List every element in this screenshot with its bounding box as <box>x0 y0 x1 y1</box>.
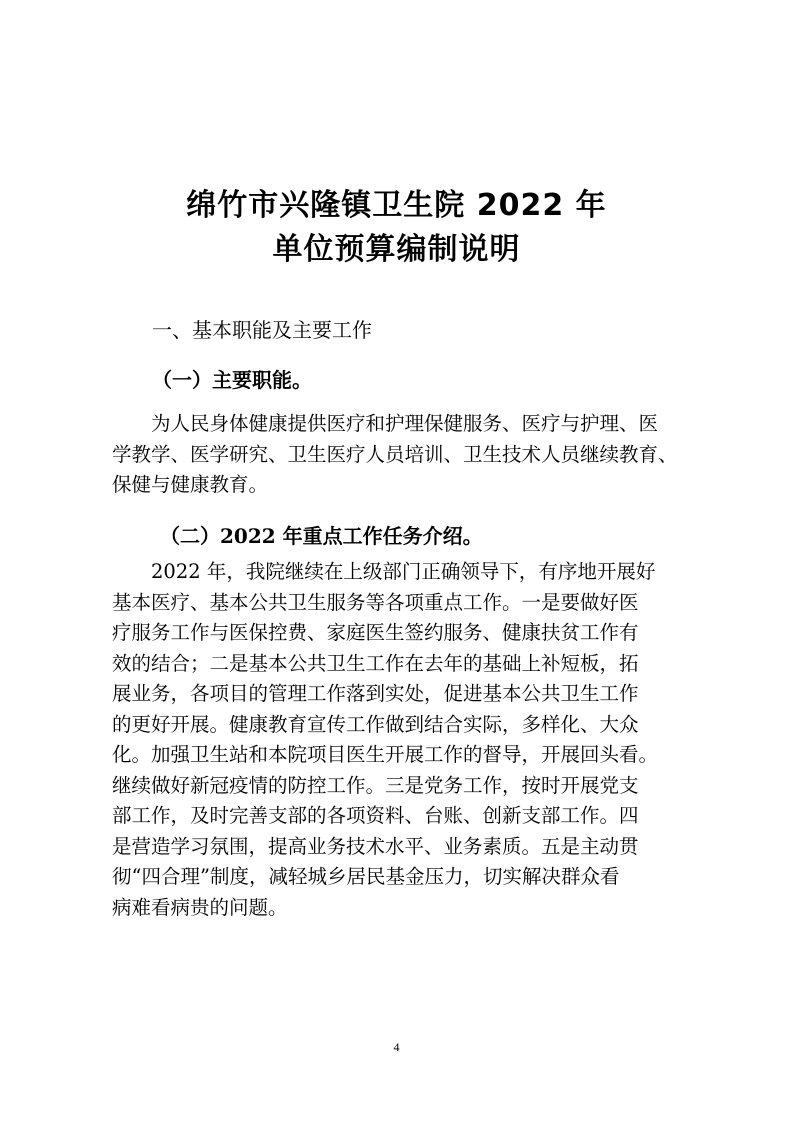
page-number: 4 <box>393 1040 400 1054</box>
paragraph-line: 是营造学习氛围，提高业务技术水平、业务素质。五是主动贯 <box>112 834 639 858</box>
section-heading-basic-functions: 一、基本职能及主要工作 <box>152 318 372 342</box>
paragraph-main-functions <box>112 409 694 501</box>
paragraph-line: 学教学、医学研究、卫生医疗人员培训、卫生技术人员继续教育、 <box>112 442 678 466</box>
paragraph-key-tasks <box>112 557 704 923</box>
subsection-heading-key-tasks: （二）2022 年重点工作任务介绍。 <box>160 524 483 548</box>
subsection-heading-main-functions: （一）主要职能。 <box>152 368 312 392</box>
paragraph-line: 效的结合；二是基本公共卫生工作在去年的基础上补短板，拓 <box>112 651 639 675</box>
paragraph-line: 继续做好新冠疫情的防控工作。三是党务工作，按时开展党支 <box>112 773 639 797</box>
paragraph-line: 2022 年，我院继续在上级部门正确领导下，有序地开展好 <box>112 560 656 583</box>
paragraph-line: 保健与健康教育。 <box>112 473 269 496</box>
paragraph-line: 彻“四合理”制度，减轻城乡居民基金压力，切实解决群众看 <box>112 865 620 888</box>
document-title-line1: 绵竹市兴隆镇卫生院 2022 年 <box>186 188 607 223</box>
paragraph-line: 部工作，及时完善支部的各项资料、台账、创新支部工作。四 <box>112 804 639 827</box>
paragraph-line: 为人民身体健康提供医疗和护理保健服务、医疗与护理、医 <box>112 412 659 435</box>
paragraph-line: 的更好开展。健康教育宣传工作做到结合实际，多样化、大众 <box>112 712 639 736</box>
paragraph-line: 病难看病贵的问题。 <box>112 895 288 919</box>
document-title-line2: 单位预算编制说明 <box>272 232 521 267</box>
paragraph-line: 疗服务工作与医保控费、家庭医生签约服务、健康扶贫工作有 <box>112 621 639 644</box>
paragraph-line: 展业务，各项目的管理工作落到实处，促进基本公共卫生工作 <box>112 682 639 705</box>
paragraph-line: 化。加强卫生站和本院项目医生开展工作的督导，开展回头看。 <box>112 743 659 766</box>
paragraph-line: 基本医疗、基本公共卫生服务等各项重点工作。一是要做好医 <box>112 590 639 614</box>
